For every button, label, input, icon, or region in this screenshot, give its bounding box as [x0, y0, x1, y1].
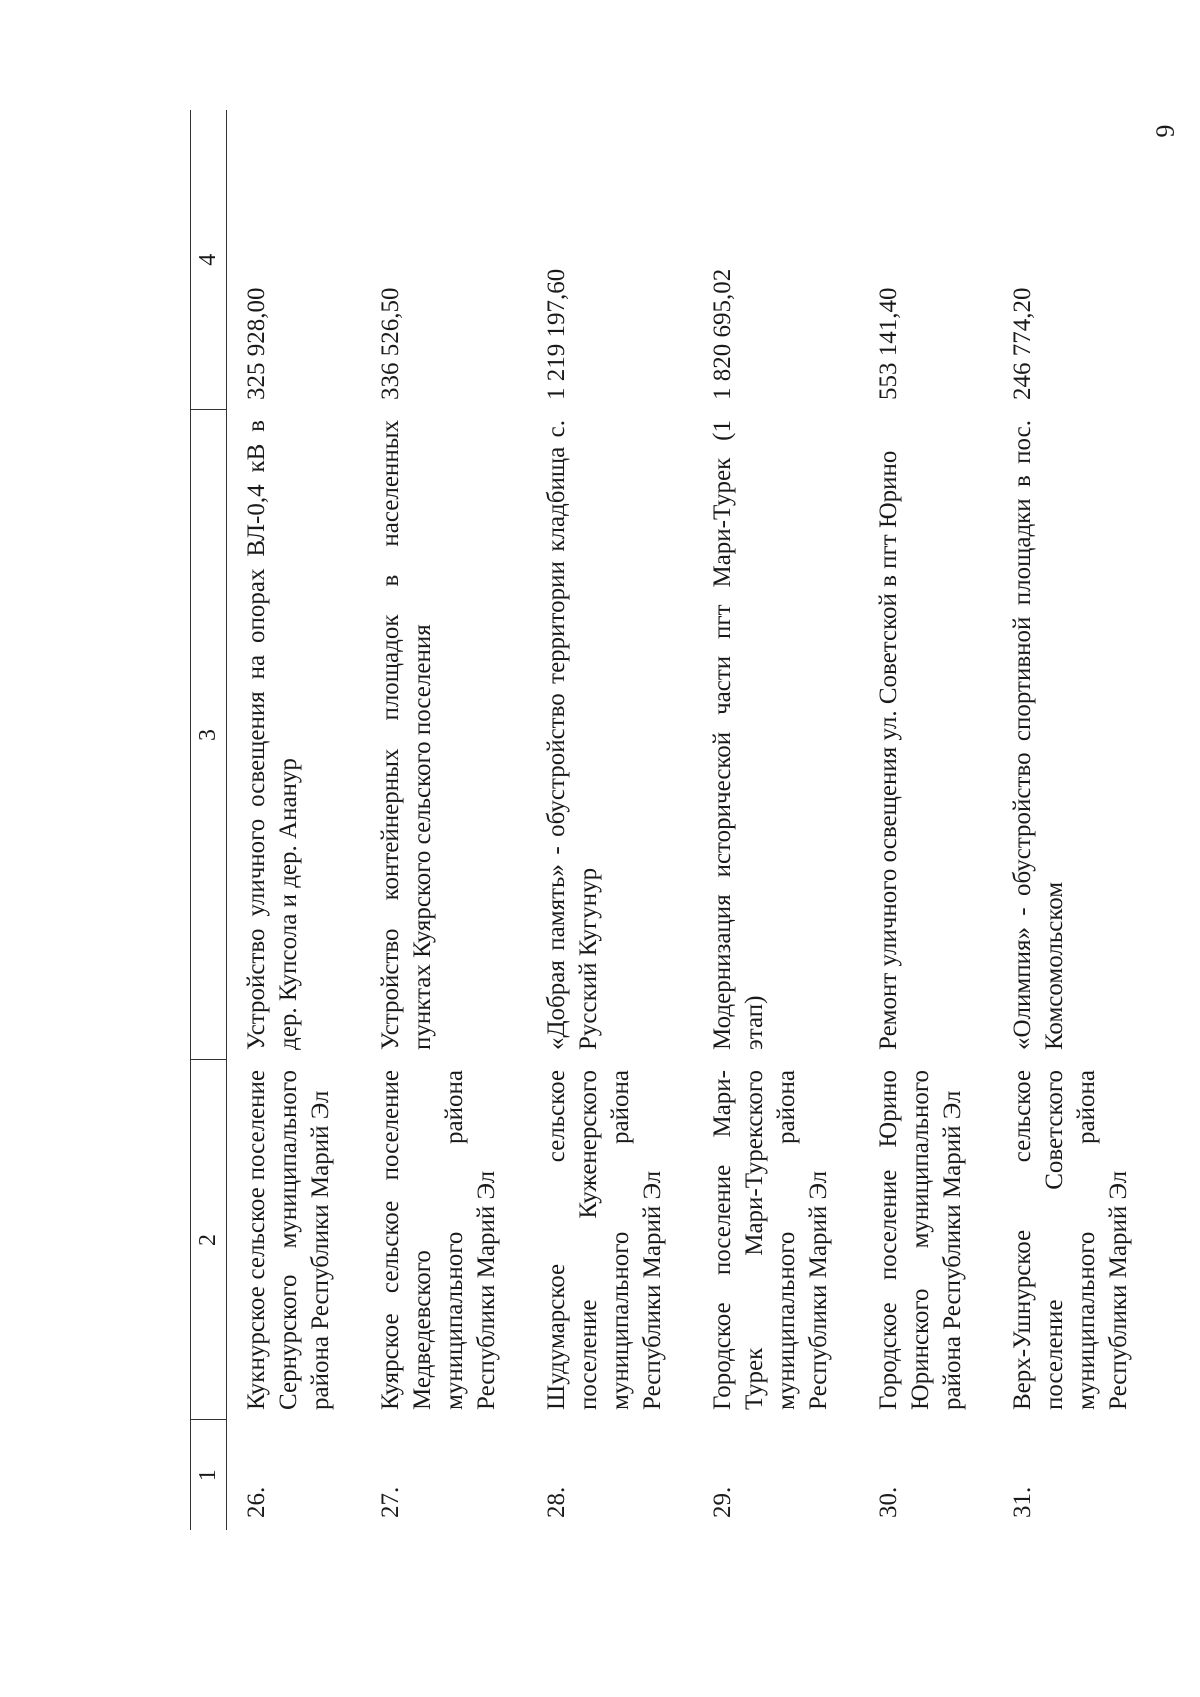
table-row [861, 110, 995, 1530]
row-amount: 1 820 695,02 [708, 268, 736, 400]
row-amount: 1 219 197,60 [542, 268, 570, 400]
table-row [695, 110, 861, 1530]
funding-table [190, 110, 1161, 1530]
row-amount: 336 526,50 [376, 287, 404, 400]
row-entity: Верх-Ушнурское сельское поселение Советского муниципального района Республики Марий Эл [1008, 1070, 1132, 1410]
row-project: Устройство уличного освещения на опорах ВЛ-0,4 кВ в дер. Купсола и дер. Ананур [242, 420, 302, 1050]
row-project: «Олимпия» - обустройство спортивной площадки в пос. Комсомольском [1008, 420, 1068, 1050]
row-entity: Шудумарское сельское поселение Куженерского муниципального района Республики Марий Эл [542, 1070, 666, 1410]
row-project: Модернизация исторической части пгт Мари-Турек (1 этап) [708, 420, 768, 1050]
row-entity: Городское поселение Юрино Юринского муниципального района Республики Марий Эл [874, 1070, 966, 1410]
header-col-2: 2 [191, 1060, 227, 1420]
row-number: 27. [376, 1486, 404, 1518]
row-amount: 553 141,40 [874, 287, 902, 400]
row-amount: 325 928,00 [242, 287, 270, 400]
table-row [995, 110, 1161, 1530]
row-number: 28. [542, 1486, 570, 1518]
page-number: 6 [1150, 124, 1180, 138]
row-project: Ремонт уличного освещения ул. Советской в пгт Юрино [874, 450, 902, 1050]
row-amount: 246 774,20 [1008, 287, 1036, 400]
row-entity: Городское поселение Мари-Турек Мари-Турекского муниципального района Республики Марий Эл [708, 1070, 832, 1410]
row-number: 29. [708, 1486, 736, 1518]
table-row [226, 110, 363, 1530]
table-header-row [191, 110, 227, 1530]
rotated-table-sheet [190, 110, 1132, 1530]
header-col-3: 3 [191, 410, 227, 1060]
table-row [529, 110, 695, 1530]
row-number: 31. [1008, 1486, 1036, 1518]
row-project: Устройство контейнерных площадок в населенных пунктах Куярского сельского поселения [376, 420, 436, 1050]
row-entity: Куярское сельское поселение Медведевского муниципального района Республики Марий Эл [376, 1070, 500, 1410]
row-entity: Кукнурское сельское поселение Сернурского муниципального района Республики Марий Эл [242, 1070, 334, 1410]
row-number: 30. [874, 1486, 902, 1518]
row-number: 26. [242, 1486, 270, 1518]
table-row [363, 110, 529, 1530]
row-project: «Добрая память» - обустройство территории кладбища с. Русский Кугунур [542, 420, 602, 1050]
header-col-4: 4 [191, 110, 227, 410]
header-col-1: 1 [191, 1420, 227, 1530]
